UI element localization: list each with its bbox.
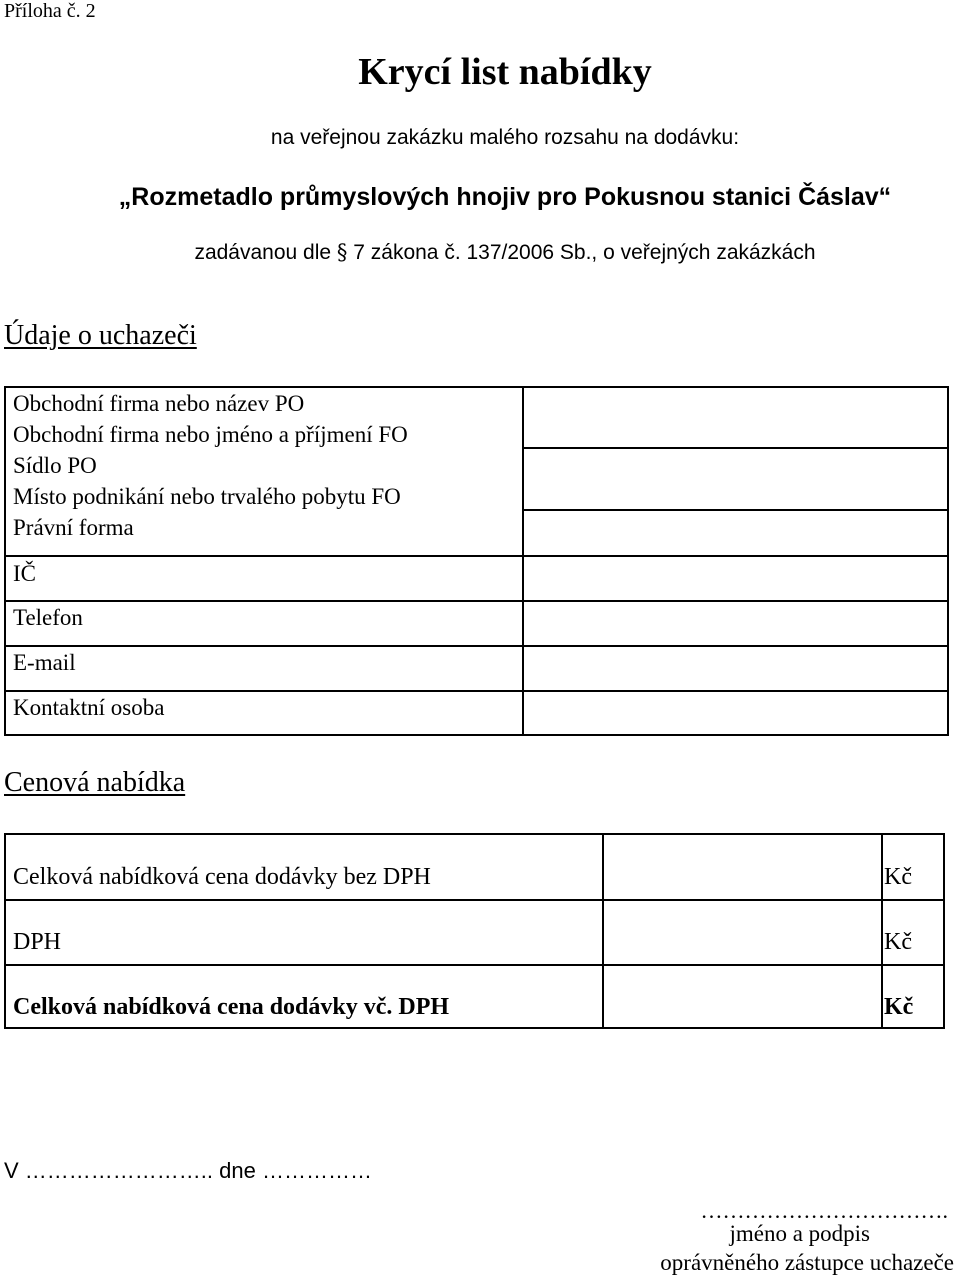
table-row-divider (6, 645, 947, 647)
price-table (4, 833, 945, 1029)
bidder-section-heading: Údaje o uchazeči (4, 320, 197, 351)
table-row-divider (522, 509, 947, 511)
page-subtitle: na veřejnou zakázku malého rozsahu na dodávku: (270, 126, 740, 149)
bidder-info-table (4, 386, 949, 736)
contract-subject: „Rozmetadlo průmyslových hnojiv pro Pokusnou stanici Čáslav“ (118, 183, 892, 211)
currency-label: Kč (884, 929, 912, 955)
bidder-row-label: Právní forma (13, 515, 134, 540)
currency-label: Kč (884, 864, 912, 890)
bidder-row-label: Sídlo PO (13, 453, 97, 478)
law-suffix: 7 zákona č. 137/2006 Sb., o veřejných zakázkách (353, 241, 816, 264)
signature-caption: jméno a podpis (729, 1221, 870, 1246)
section-symbol: § (336, 240, 348, 264)
law-reference (0, 240, 960, 265)
table-divider (602, 835, 604, 1027)
table-row-divider (6, 899, 943, 901)
price-row-label: DPH (13, 929, 62, 955)
bidder-row-label: E-mail (13, 650, 76, 675)
table-row-divider (6, 964, 943, 966)
page-title: Krycí list nabídky (358, 51, 652, 93)
price-row-label: Celková nabídková cena dodávky bez DPH (13, 864, 431, 890)
table-row-divider (522, 447, 947, 449)
price-section-heading: Cenová nabídka (4, 767, 186, 798)
table-row-divider (6, 690, 947, 692)
table-row-divider (6, 555, 947, 557)
place-date-line: V …………………….. dne …………… (4, 1158, 372, 1183)
bidder-row-label: Místo podnikání nebo trvalého pobytu FO (13, 484, 401, 509)
table-row-divider (6, 600, 947, 602)
bidder-row-label: IČ (13, 561, 36, 586)
signature-line: ……………………………. (700, 1198, 948, 1223)
bidder-row-label: Obchodní firma nebo jméno a příjmení FO (13, 422, 408, 447)
table-divider (881, 835, 883, 1027)
table-divider (522, 388, 524, 734)
bidder-row-label: Kontaktní osoba (13, 695, 165, 720)
signature-caption: oprávněného zástupce uchazeče (660, 1250, 954, 1275)
bidder-row-label: Telefon (13, 605, 83, 630)
annex-label: Příloha č. 2 (4, 0, 96, 22)
currency-label: Kč (884, 994, 914, 1020)
bidder-row-label: Obchodní firma nebo název PO (13, 391, 305, 416)
law-prefix: zadávanou dle (194, 241, 332, 264)
price-row-label: Celková nabídková cena dodávky vč. DPH (13, 994, 450, 1020)
